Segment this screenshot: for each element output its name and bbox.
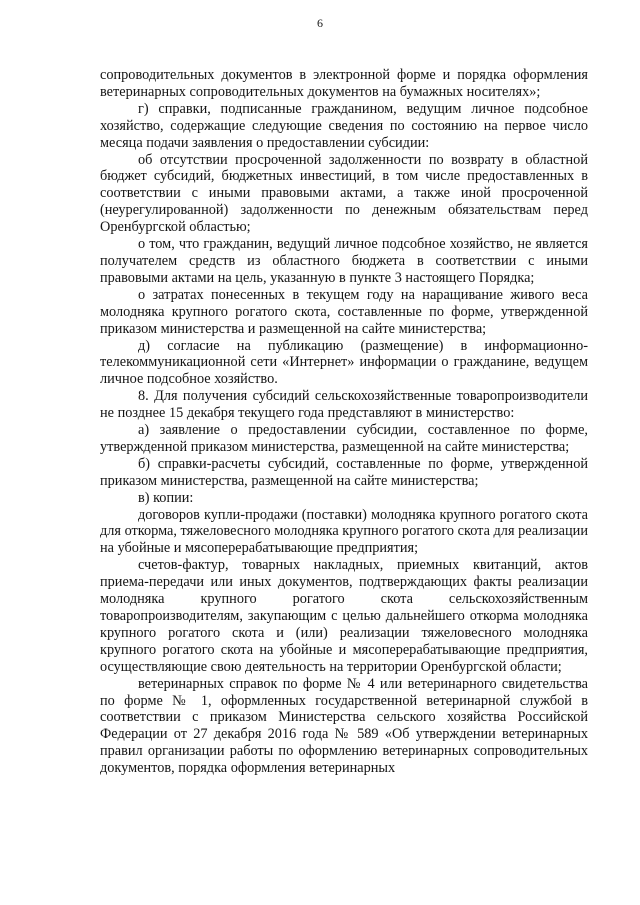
- paragraph-item-v: в) копии:: [138, 489, 194, 506]
- paragraph-item-g: г) справки, подписанные гражданином, ведущим личное подсобное хозяйство, содержащие следующие сведения по состоянию на первое число месяца подачи заявления о предоставлении субсидии:: [100, 100, 588, 151]
- paragraph-no-debt: об отсутствии просроченной задолженности по возврату в областной бюджет субсидий, бюджетных инвестиций, в том числе предоставленных в соответствии с иными правовыми актами, а также иной просроченной (неурегулированной) задолженности по денежным обязательствам перед Оренбургской областью;: [100, 151, 588, 236]
- paragraph-item-a: а) заявление о предоставлении субсидии, составленное по форме, утвержденной приказом министерства, размещенной на сайте министерства;: [100, 422, 588, 455]
- paragraph-item-d: д) согласие на публикацию (размещение) в информационно-телекоммуникационной сети «Интернет» информации о гражданине, ведущем личное подсобное хозяйство.: [100, 337, 588, 388]
- paragraph-section-8: 8. Для получения субсидий сельскохозяйственные товаропроизводители не позднее 15 декабря текущего года представляют в министерство:: [100, 388, 588, 422]
- paragraph-invoices: счетов-фактур, товарных накладных, приемных квитанций, актов приема-передачи или иных документов, подтверждающих факты реализации молодняка крупного рогатого скота сельскохозяйственным товаропроизводителям, закупающим с целью дальнейшего откорма молодняка крупного рогатого скота и (или) реализации тяжеловесного молодняка крупного рогатого скота на убойные и мясоперерабатывающие предприятия, осуществляющие свою деятельность на территории Оренбургской области;: [100, 557, 588, 675]
- paragraph-costs: о затратах понесенных в текущем году на наращивание живого веса молодняка крупного рогатого скота, составленные по форме, утвержденной приказом министерства и размещенной на сайте министерства;: [100, 286, 588, 337]
- paragraph-contracts: договоров купли-продажи (поставки) молодняка крупного рогатого скота для откорма, тяжеловесного молодняка крупного рогатого скота для реализации на убойные и мясоперерабатывающие предприятия;: [100, 506, 588, 557]
- document-body: [100, 67, 588, 777]
- page-number: 6: [317, 16, 323, 30]
- paragraph-item-b: б) справки-расчеты субсидий, составленные по форме, утвержденной приказом министерства, размещенной на сайте министерства;: [100, 455, 588, 489]
- paragraph-vet-certificates: ветеринарных справок по форме № 4 или ветеринарного свидетельства по форме № 1, оформленных государственной ветеринарной службой в соответствии с приказом Министерства сельского хозяйства Российской Федерации от 27 декабря 2016 года № 589 «Об утверждении ветеринарных правил организации работы по оформлению ветеринарных сопроводительных документов, порядка оформления ветеринарных: [100, 675, 588, 777]
- paragraph-not-recipient: о том, что гражданин, ведущий личное подсобное хозяйство, не является получателем средств из областного бюджета в соответствии с иными правовыми актами на цель, указанную в пункте 3 настоящего Порядка;: [100, 236, 588, 286]
- paragraph-continuation: сопроводительных документов в электронной форме и порядка оформления ветеринарных сопроводительных документов на бумажных носителях»;: [100, 67, 588, 100]
